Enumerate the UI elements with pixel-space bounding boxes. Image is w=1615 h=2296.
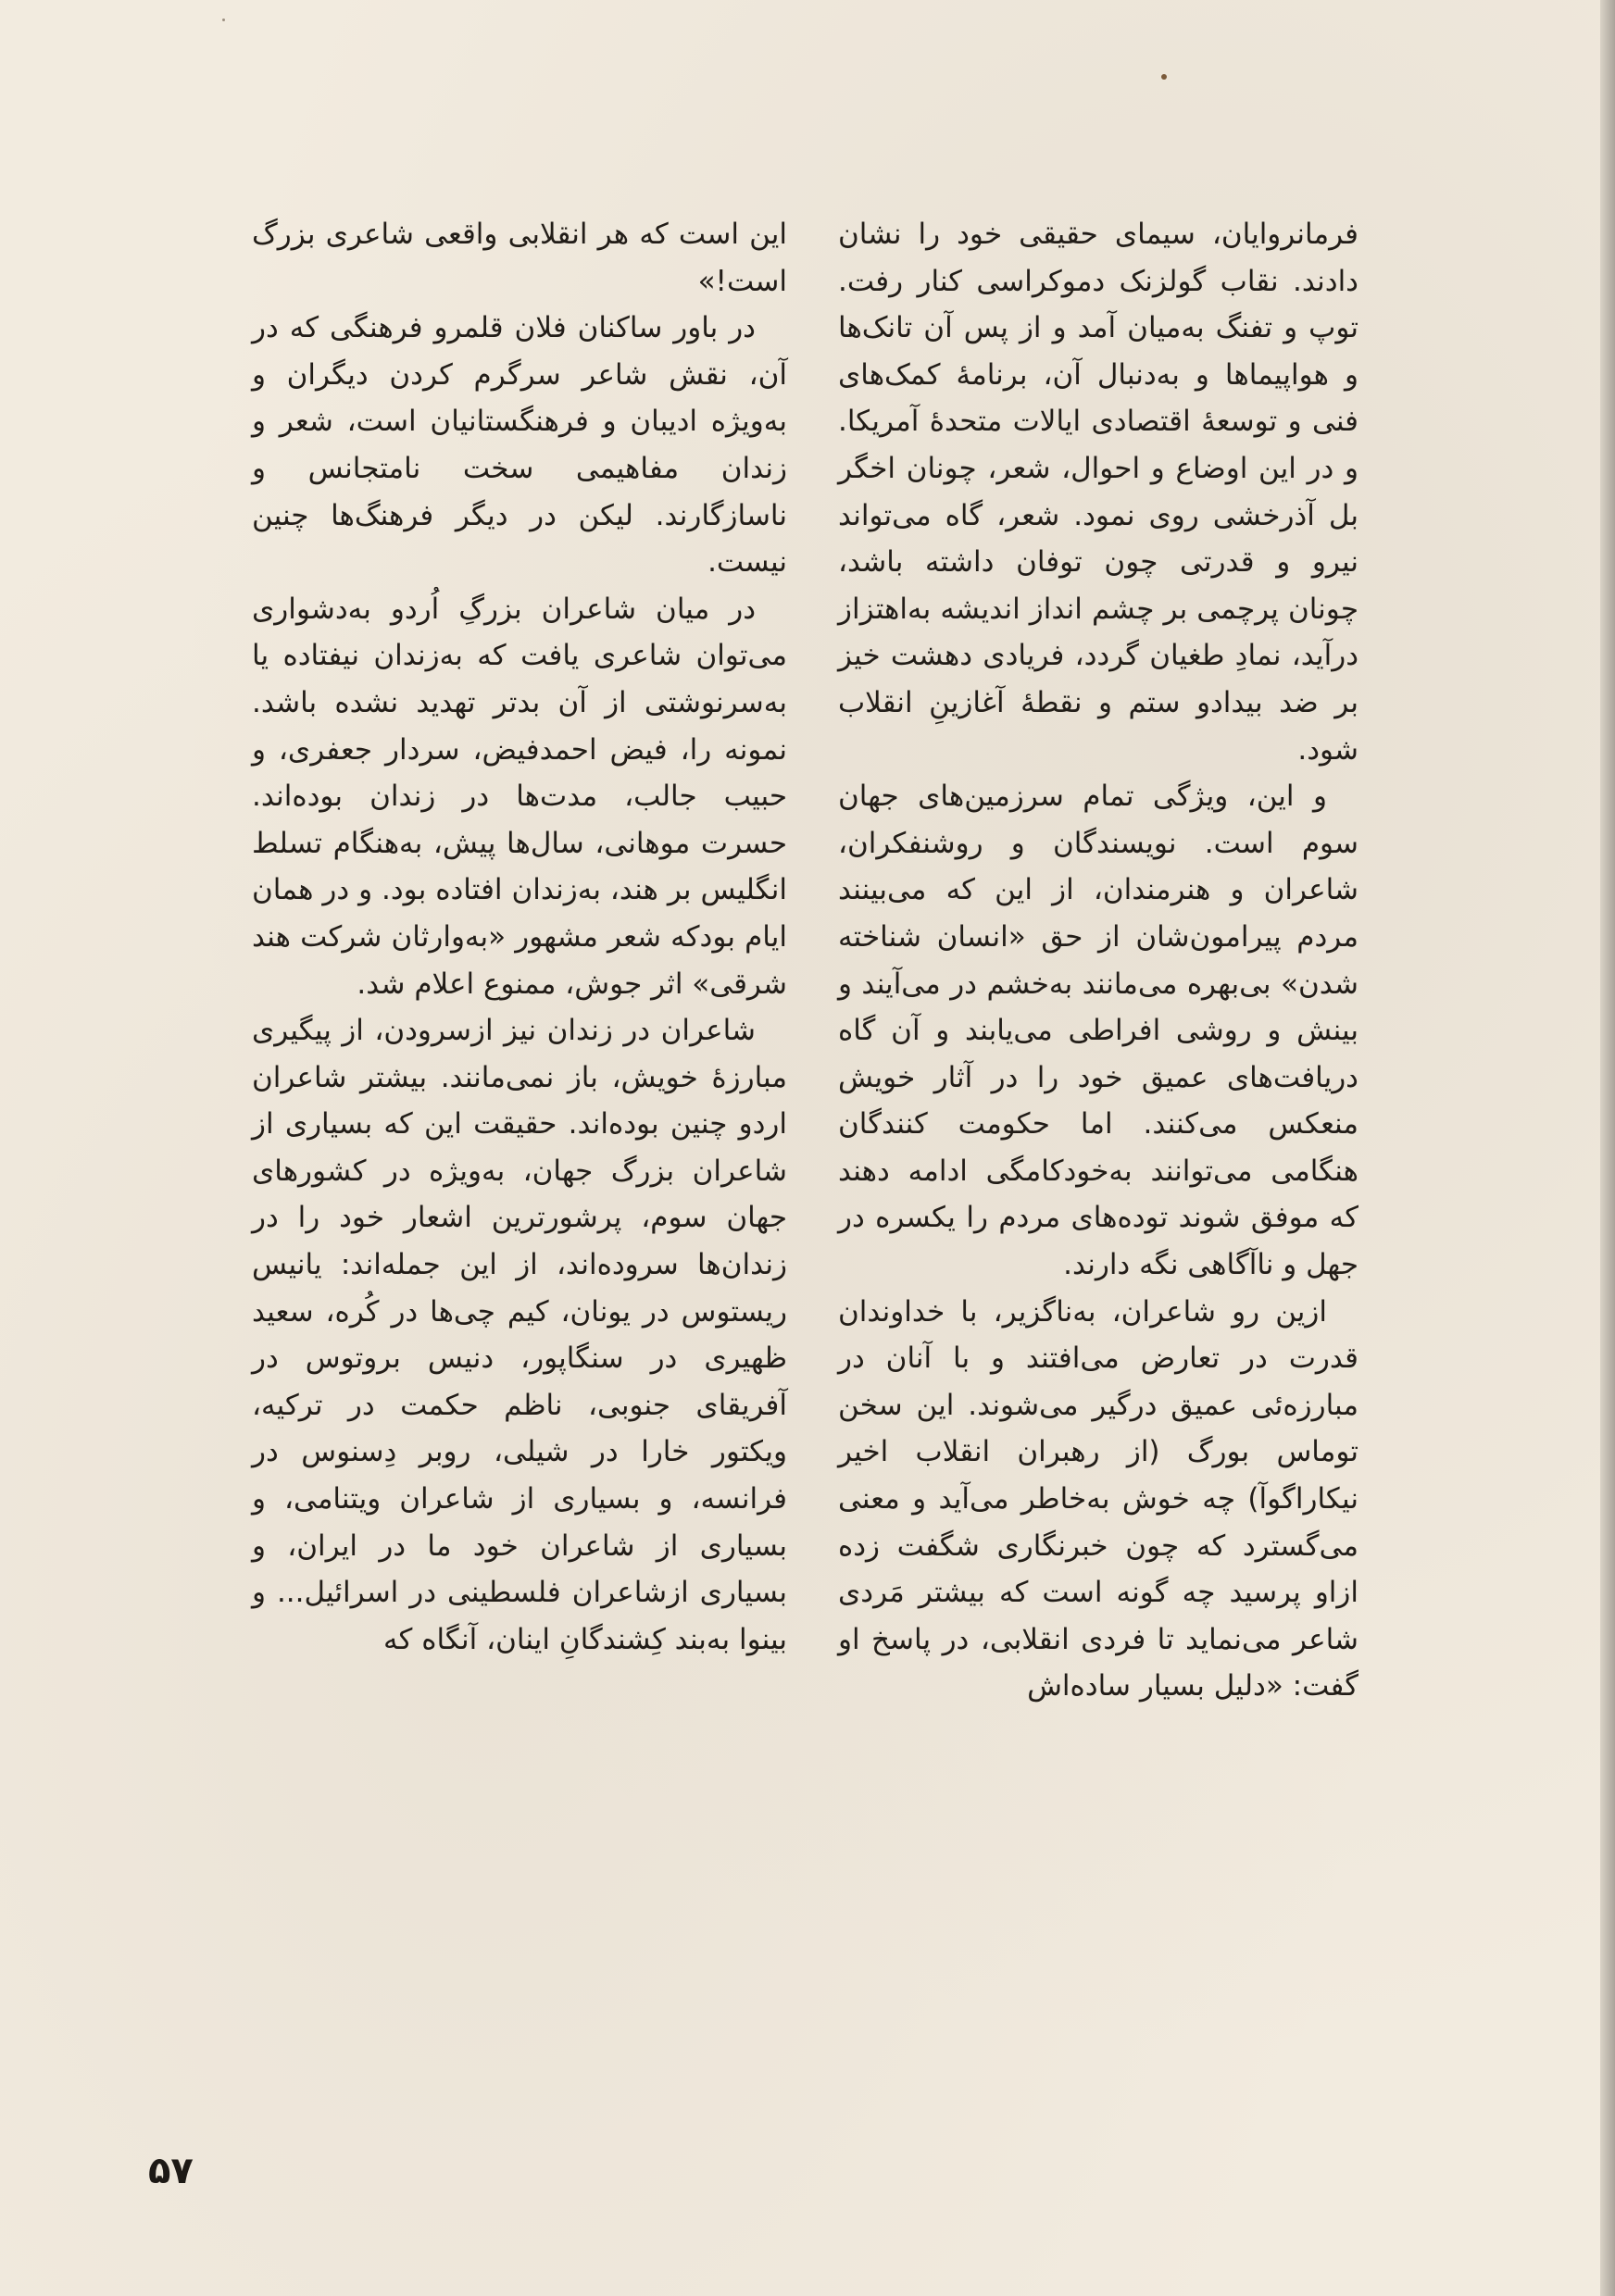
- paper-speck: [222, 19, 225, 21]
- ink-dot: [1161, 74, 1167, 80]
- right-text-column: [838, 211, 1358, 1710]
- paragraph: این است که هر انقلابی واقعی شاعری بزرگ است!»: [252, 218, 787, 298]
- page-number: ۵۷: [148, 2150, 194, 2192]
- paragraph: فرمانروایان، سیمای حقیقی خود را نشان دادند. نقاب گولزنک دموکراسی کنار رفت. توپ و تفنگ به‌میان آمد و از پس آن تانک‌ها و هواپیماها و به‌دنبال آن، برنامهٔ کمک‌های فنی و توسعهٔ اقتصادی ایالات متحدهٔ آمریکا. و در این اوضاع و احوال، شعر، چونان اخگر بل آذرخشی روی نمود. شعر، گاه می‌تواند نیرو و قدرتی چون توفان داشته باشد، چونان پرچمی بر چشم انداز اندیشه به‌اهتزاز درآید، نمادِ طغیان گردد، فریادی دهشت خیز بر ضد بیدادو ستم و نقطهٔ آغازینِ انقلاب شود.: [838, 218, 1358, 767]
- paragraph: ازین رو شاعران، به‌ناگزیر، با خداوندان قدرت در تعارض می‌افتند و با آنان در مبارزه‌ئی عمیق درگیر می‌شوند. این سخن توماس بورگ (از رهبران انقلاب اخیر نیکاراگوآ) چه خوش به‌خاطر می‌آید و معنی می‌گسترد که چون خبرنگاری شگفت زده ازاو پرسید چه گونه است که بیشتر مَردی شاعر می‌نماید تا فردی انقلابی، در پاسخ او گفت: «دلیل بسیار ساده‌اش: [838, 1294, 1358, 1703]
- paragraph: و این، ویژگی تمام سرزمین‌های جهان سوم است. نویسندگان و روشنفکران، شاعران و هنرمندان، از این که می‌بینند مردم پیرامون‌شان از حق «انسان شناخته شدن» بی‌بهره می‌مانند به‌خشم در می‌آیند و بینش و روشی افراطی می‌یابند و آن گاه دریافت‌های عمیق خود را در آثار خویش منعکس می‌کنند. اما حکومت کنندگان هنگامی می‌توانند به‌خودکامگی ادامه دهند که موفق شوند توده‌های مردم را یکسره در جهل و ناآگاهی نگه دارند.: [838, 780, 1358, 1282]
- page-edge-shadow: [1600, 0, 1615, 2296]
- paragraph: شاعران در زندان نیز ازسرودن، از پیگیری مبارزهٔ خویش، باز نمی‌مانند. بیشتر شاعران اردو چنین بوده‌اند. حقیقت این که بسیاری از شاعران بزرگ جهان، به‌ویژه در کشورهای جهان سوم، پرشورترین اشعار خود را در زندان‌ها سروده‌اند، از این جمله‌اند: یانیس ریستوس در یونان، کیم چی‌ها در کُره، سعید ظهیری در سنگاپور، دنیس بروتوس در آفریقای جنوبی، ناظم حکمت در ترکیه، ویکتور خارا در شیلی، روبر دِسنوس در فرانسه، و بسیاری از شاعران ویتنامی، و بسیاری از شاعران خود ما در ایران، و بسیاری ازشاعران فلسطینی در اسرائیل... و بینوا به‌بند کِشندگانِ اینان، آنگاه که: [252, 1014, 787, 1656]
- left-text-column: [252, 211, 787, 1663]
- paragraph: در باور ساکنان فلان قلمرو فرهنگی که در آن، نقش شاعر سرگرم کردن دیگران و به‌ویژه ادیبان و فرهنگستانیان است، شعر و زندان مفاهیمی سخت نامتجانس و ناسازگارند. لیکن در دیگر فرهنگ‌ها چنین نیست.: [252, 311, 787, 580]
- paragraph: در میان شاعران بزرگِ اُردو به‌دشواری می‌توان شاعری یافت که به‌زندان نیفتاده یا به‌سرنوشتی از آن بدتر تهدید نشده باشد. نمونه را، فیض احمدفیض، سردار جعفری، و حبیب جالب، مدت‌ها در زندان بوده‌اند. حسرت موهانی، سال‌ها پیش، به‌هنگام تسلط انگلیس بر هند، به‌زندان افتاده بود. و در همان ایام بودکه شعر مشهور «به‌وارثان شرکت هند شرقی» اثر جوش، ممنوع اعلام شد.: [252, 592, 787, 1001]
